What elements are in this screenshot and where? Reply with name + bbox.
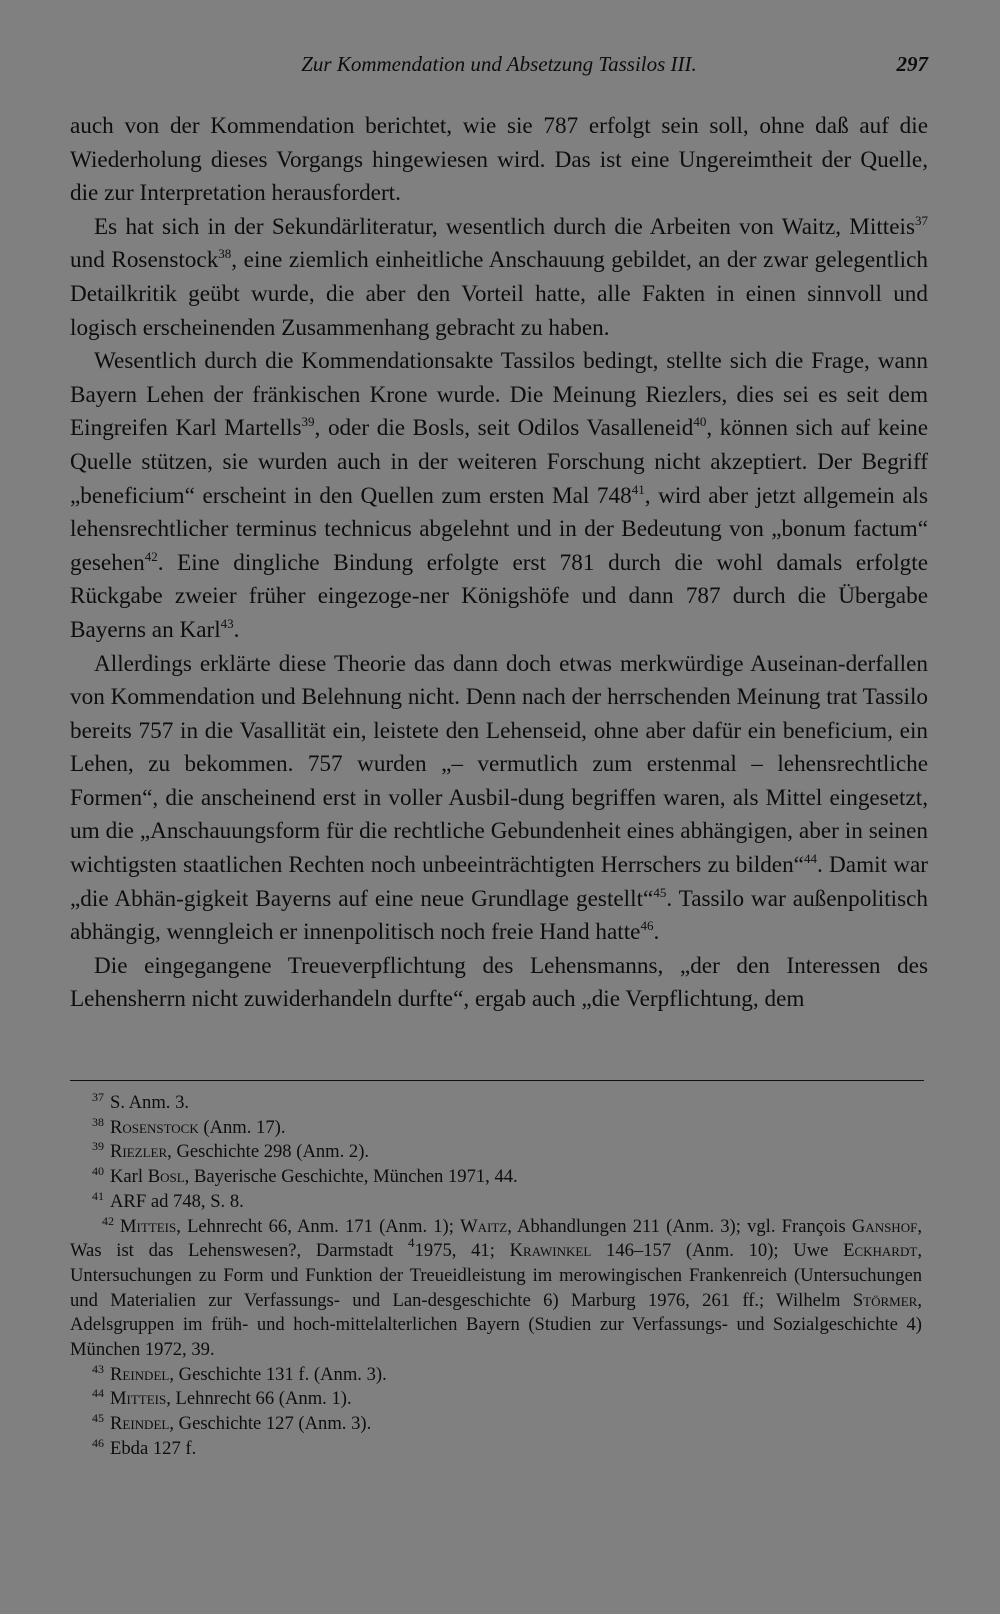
author-name: Rosenstock [110,1116,199,1138]
author-name: Eckhardt [843,1240,918,1262]
text-run: . [233,616,240,643]
footnote-37: 37 S. Anm. 3. [92,1090,190,1113]
footnote-text: 1975, 41; [414,1240,510,1262]
text-run: , wird aber jetzt allgemein als lehensrechtlicher terminus technicus abgelehnt und in der Bedeutung von „bonum factum“ gesehen [70,482,928,576]
body-text [70,110,928,1017]
footnote-text: , Adelsgruppen im früh- und hoch-mittelalterlichen Bayern (Studien zur Verfassungs- und Sozialgeschichte 4) München 1972, 39. [70,1289,922,1361]
author-name: Reindel [110,1363,170,1385]
footnotes [70,1091,922,1462]
paragraph-3 [70,345,928,647]
footnote-text: (Anm. 17). [198,1116,286,1138]
paragraph-5: Die eingegangene Treueverpflichtung des Lehensmanns, „der den Interessen des Lehensherrn nicht zuwiderhandeln durfte“, ergab auch „die Verpflichtung, dem [70,952,928,1013]
footnote-43: 43 Reindel, Geschichte 131 f. (Anm. 3). [92,1361,387,1385]
text-run: Es hat sich in der Sekundärliteratur, wesentlich durch die Arbeiten von Waitz, Mitteis [94,213,915,240]
text-run: Wesentlich durch die Kommendationsakte Tassilos bedingt, stellte sich die Frage, wann Bayern Lehen der fränkischen Krone wurde. Die Meinung Riezlers, dies sei es seit dem Eingreifen Karl Martells [70,348,928,442]
author-name: Riezler [110,1141,168,1163]
paragraph-2 [70,211,928,345]
footnote-text: , Geschichte 298 (Anm. 2). [167,1141,370,1163]
footnote-39: 39 Riezler, Geschichte 298 (Anm. 2). [92,1139,370,1163]
footnote-ref[interactable]: 41 [631,481,645,497]
footnote-text: , Lehnrecht 66, Anm. 171 (Anm. 1); [176,1215,461,1237]
footnote-ref[interactable]: 44 [803,851,817,867]
footnote-text: , Bayerische Geschichte, München 1971, 44. [184,1166,518,1188]
author-name: Ganshof [851,1215,918,1237]
author-name: Mitteis [110,1388,167,1410]
footnote-text: Ebda 127 f. [110,1437,197,1459]
footnote-text: S. Anm. 3. [110,1092,190,1113]
page-number: 297 [896,52,928,76]
text-run: Allerdings erklärte diese Theorie das dann doch etwas merkwürdige Auseinan-derfallen von Kommendation und Belehnung nicht. Denn nach der herrschenden Meinung trat Tassilo bereits 757 in die Vasallität ein, leistete den Lehenseid, ohne aber dafür ein beneficium, ein Lehen, zu bekommen. 757 wurden „– vermutlich zum erstenmal – lehensrechtliche Formen“, die anscheinend erst in voller Ausbil-dung begriffen waren, als Mittel eingesetzt, um die „Anschauungsform für die rechtliche Gebundenheit eines abhängigen, aber in seinen wichtigsten staatlichen Rechten noch unbeeinträchtigten Herrschers zu bilden“ [70,650,928,879]
paragraph-4 [70,648,928,950]
footnote-text: ARF ad 748, S. 8. [110,1190,244,1212]
footnote-42: 42 Mitteis, Lehnrecht 66, Anm. 171 (Anm. 1); Waitz, Abhandlungen 211 (Anm. 3); vgl. François Ganshof, Was ist das Lehenswesen?, Darmstadt $^4$1975, 41; Krawinkel 146–157 (Anm. 10); Uwe Eckhardt, Untersuchungen zu Form und Funktion der Treueidleistung im merowingischen Frankenreich (Untersuchungen und Materialien zur Verfassungs- und Lan-desgeschichte 6) Marburg 1976, 261 ff.; Wilhelm Störmer, Adelsgruppen im früh- und hoch-mittelalterlichen Bayern (Studien zur Verfassungs- und Sozialgeschichte 4) München 1972, 39. [70,1213,922,1361]
footnote-text: 146–157 (Anm. 10); Uwe [591,1240,844,1262]
footnote-ref[interactable]: 42 [144,548,158,564]
footnote-45: 45 Reindel, Geschichte 127 (Anm. 3). [92,1411,372,1435]
footnote-41: 41 ARF ad 748, S. 8. [92,1188,244,1212]
footnote-text: , Untersuchungen zu Form und Funktion der Treueidleistung im merowingischen Frankenreich (Untersuchungen und Materialien zur Verfassungs- und Lan-desgeschichte 6) Marburg 1976, 261 ff.; Wilhelm [70,1240,922,1311]
paragraph-1: auch von der Kommendation berichtet, wie sie 787 erfolgt sein soll, ohne daß auf die Wiederholung dieses Vorgangs hingewiesen wird. Das ist eine Ungereimtheit der Quelle, die zur Interpretation herausfordert. [70,113,928,207]
text-run: . Damit war „die Abhän-gigkeit Bayerns auf eine neue Grundlage gestellt“ [70,852,929,912]
running-title: Zur Kommendation und Absetzung Tassilos III. [301,52,697,76]
footnote-38: 38 Rosenstock (Anm. 17). [92,1114,286,1138]
footnote-ref[interactable]: 43 [220,615,234,631]
footnote-46: 46 Ebda 127 f. [92,1435,197,1459]
footnote-text: Karl [110,1166,148,1188]
footnote-text: , Geschichte 131 f. (Anm. 3). [169,1363,387,1385]
author-name: Reindel [110,1413,170,1435]
text-run: , eine ziemlich einheitliche Anschauung gebildet, an der zwar gelegentlich Detailkritik geübt wurde, die aber den Vorteil hatte, alle Fakten in einen sinnvoll und logisch erscheinenden Zusammenhang gebracht zu haben. [70,247,928,341]
footnote-40: 40 Karl Bosl, Bayerische Geschichte, München 1971, 44. [92,1164,518,1188]
text-run: . Tassilo war außenpolitisch abhängig, wenngleich er innenpolitisch noch freie Hand hatte [70,885,929,946]
footnote-ref[interactable]: 40 [693,414,707,430]
text-run: und Rosenstock [70,247,219,274]
text-run: , oder die Bosls, seit Odilos Vasalleneid [314,415,694,442]
text-run: . [653,919,660,946]
edition-number: 4 [408,1235,415,1251]
footnote-ref[interactable]: 38 [218,246,232,262]
footnote-ref[interactable]: 45 [653,884,667,900]
footnote-ref[interactable]: 46 [640,918,654,934]
text-run: . Eine dingliche Bindung erfolgte erst 781 durch die wohl damals erfolgte Rückgabe zweier früher eingezoge-ner Königshöfe und dann 787 durch die Übergabe Bayerns an Karl [70,549,928,643]
footnote-text: , Abhandlungen 211 (Anm. 3); vgl. François [507,1215,852,1237]
footnote-text: , Lehnrecht 66 (Anm. 1). [166,1388,352,1410]
text-run: , können sich auf keine Quelle stützen, sie wurden auch in der weiteren Forschung nicht akzeptiert. Der Begriff „beneficium“ erscheint in den Quellen zum ersten Mal 748 [70,415,928,509]
running-head [70,48,928,82]
footnote-text: , Geschichte 127 (Anm. 3). [169,1413,372,1435]
footnote-text: , Was ist das Lehenswesen?, Darmstadt [70,1215,922,1262]
footnote-separator [70,1080,924,1081]
author-name: Krawinkel [509,1240,592,1262]
footnote-ref[interactable]: 39 [301,414,315,430]
author-name: Mitteis [120,1215,177,1237]
author-name: Störmer [852,1289,918,1311]
author-name: Bosl [147,1166,185,1188]
footnote-ref[interactable]: 37 [915,212,928,228]
footnote-44: 44 Mitteis, Lehnrecht 66 (Anm. 1). [92,1386,352,1410]
author-name: Waitz [460,1215,508,1237]
